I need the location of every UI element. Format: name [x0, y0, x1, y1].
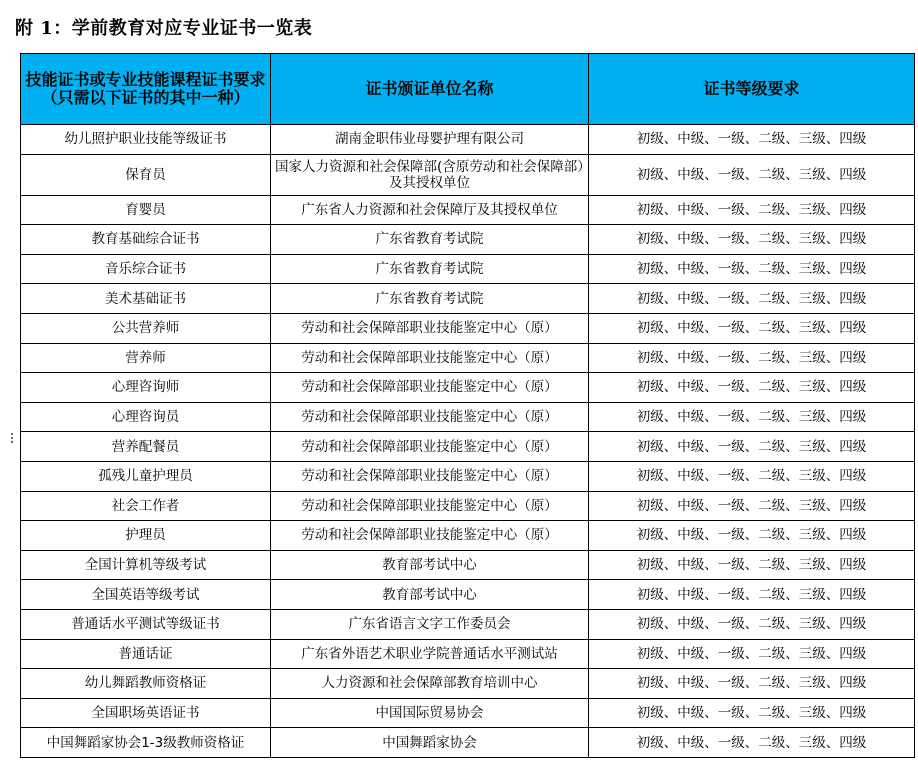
- cell-issuer: 教育部考试中心: [271, 580, 589, 610]
- cell-issuer: 广东省教育考试院: [271, 254, 589, 284]
- cell-certificate: 普通话证: [21, 639, 271, 669]
- cell-certificate: 全国计算机等级考试: [21, 550, 271, 580]
- cell-issuer: 广东省语言文字工作委员会: [271, 609, 589, 639]
- table-row: [21, 491, 915, 521]
- cell-certificate: 社会工作者: [21, 491, 271, 521]
- cell-issuer: 劳动和社会保障部职业技能鉴定中心（原）: [271, 432, 589, 462]
- table-row: [21, 225, 915, 255]
- table-row: [21, 195, 915, 225]
- cell-issuer: 劳动和社会保障部职业技能鉴定中心（原）: [271, 402, 589, 432]
- cell-issuer: 广东省外语艺术职业学院普通话水平测试站: [271, 639, 589, 669]
- cell-level: 初级、中级、一级、二级、三级、四级: [589, 313, 915, 343]
- cell-certificate: 保育员: [21, 154, 271, 195]
- cell-level: 初级、中级、一级、二级、三级、四级: [589, 284, 915, 314]
- header-issuer: 证书颁证单位名称: [271, 54, 589, 125]
- cell-issuer: 广东省教育考试院: [271, 284, 589, 314]
- table-row: [21, 698, 915, 728]
- cell-issuer: 劳动和社会保障部职业技能鉴定中心（原）: [271, 491, 589, 521]
- header-row: [21, 54, 915, 125]
- header-level: 证书等级要求: [589, 54, 915, 125]
- cell-certificate: 全国职场英语证书: [21, 698, 271, 728]
- cell-issuer: 人力资源和社会保障部教育培训中心: [271, 669, 589, 699]
- cell-issuer: 劳动和社会保障部职业技能鉴定中心（原）: [271, 373, 589, 403]
- table-row: [21, 550, 915, 580]
- cell-level: 初级、中级、一级、二级、三级、四级: [589, 461, 915, 491]
- table-row: [21, 284, 915, 314]
- table-row: [21, 728, 915, 758]
- cell-level: 初级、中级、一级、二级、三级、四级: [589, 698, 915, 728]
- cell-certificate: 营养师: [21, 343, 271, 373]
- cell-level: 初级、中级、一级、二级、三级、四级: [589, 125, 915, 155]
- cell-certificate: 营养配餐员: [21, 432, 271, 462]
- cell-level: 初级、中级、一级、二级、三级、四级: [589, 432, 915, 462]
- cell-level: 初级、中级、一级、二级、三级、四级: [589, 669, 915, 699]
- cell-certificate: 美术基础证书: [21, 284, 271, 314]
- table-row: [21, 373, 915, 403]
- cell-level: 初级、中级、一级、二级、三级、四级: [589, 728, 915, 758]
- cell-level: 初级、中级、一级、二级、三级、四级: [589, 639, 915, 669]
- cell-certificate: 育婴员: [21, 195, 271, 225]
- cell-level: 初级、中级、一级、二级、三级、四级: [589, 550, 915, 580]
- cell-certificate: 音乐综合证书: [21, 254, 271, 284]
- cell-certificate: 全国英语等级考试: [21, 580, 271, 610]
- cell-level: 初级、中级、一级、二级、三级、四级: [589, 343, 915, 373]
- cell-certificate: 中国舞蹈家协会1-3级教师资格证: [21, 728, 271, 758]
- cell-issuer: 劳动和社会保障部职业技能鉴定中心（原）: [271, 313, 589, 343]
- cell-certificate: 幼儿舞蹈教师资格证: [21, 669, 271, 699]
- table-row: [21, 609, 915, 639]
- cell-level: 初级、中级、一级、二级、三级、四级: [589, 521, 915, 551]
- cell-issuer: 中国舞蹈家协会: [271, 728, 589, 758]
- table-row: [21, 154, 915, 195]
- cell-level: 初级、中级、一级、二级、三级、四级: [589, 195, 915, 225]
- table-row: [21, 521, 915, 551]
- cell-certificate: 幼儿照护职业技能等级证书: [21, 125, 271, 155]
- cell-issuer: 湖南金职伟业母婴护理有限公司: [271, 125, 589, 155]
- cell-certificate: 护理员: [21, 521, 271, 551]
- cell-level: 初级、中级、一级、二级、三级、四级: [589, 154, 915, 195]
- cell-issuer: 广东省教育考试院: [271, 225, 589, 255]
- edge-marker: [11, 433, 15, 443]
- cell-level: 初级、中级、一级、二级、三级、四级: [589, 402, 915, 432]
- cell-issuer: 劳动和社会保障部职业技能鉴定中心（原）: [271, 461, 589, 491]
- cell-certificate: 孤残儿童护理员: [21, 461, 271, 491]
- cell-level: 初级、中级、一级、二级、三级、四级: [589, 254, 915, 284]
- cell-certificate: 教育基础综合证书: [21, 225, 271, 255]
- table-row: [21, 639, 915, 669]
- cell-level: 初级、中级、一级、二级、三级、四级: [589, 373, 915, 403]
- cell-issuer: 国家人力资源和社会保障部(含原劳动和社会保障部）及其授权单位: [271, 154, 589, 195]
- cell-level: 初级、中级、一级、二级、三级、四级: [589, 609, 915, 639]
- cell-issuer: 中国国际贸易协会: [271, 698, 589, 728]
- cell-certificate: 心理咨询师: [21, 373, 271, 403]
- certificate-table: [20, 53, 915, 758]
- table-row: [21, 669, 915, 699]
- cell-issuer: 劳动和社会保障部职业技能鉴定中心（原）: [271, 343, 589, 373]
- cell-level: 初级、中级、一级、二级、三级、四级: [589, 491, 915, 521]
- cell-level: 初级、中级、一级、二级、三级、四级: [589, 225, 915, 255]
- table-row: [21, 461, 915, 491]
- header-certificate: 技能证书或专业技能课程证书要求（只需以下证书的其中一种）: [21, 54, 271, 125]
- cell-issuer: 教育部考试中心: [271, 550, 589, 580]
- cell-certificate: 公共营养师: [21, 313, 271, 343]
- table-row: [21, 432, 915, 462]
- cell-certificate: 普通话水平测试等级证书: [21, 609, 271, 639]
- cell-issuer: 劳动和社会保障部职业技能鉴定中心（原）: [271, 521, 589, 551]
- cell-level: 初级、中级、一级、二级、三级、四级: [589, 580, 915, 610]
- table-row: [21, 313, 915, 343]
- table-row: [21, 580, 915, 610]
- cell-issuer: 广东省人力资源和社会保障厅及其授权单位: [271, 195, 589, 225]
- table-row: [21, 125, 915, 155]
- table-row: [21, 402, 915, 432]
- table-row: [21, 254, 915, 284]
- page-title: 附 1：学前教育对应专业证书一览表: [15, 18, 313, 39]
- cell-certificate: 心理咨询员: [21, 402, 271, 432]
- table-row: [21, 343, 915, 373]
